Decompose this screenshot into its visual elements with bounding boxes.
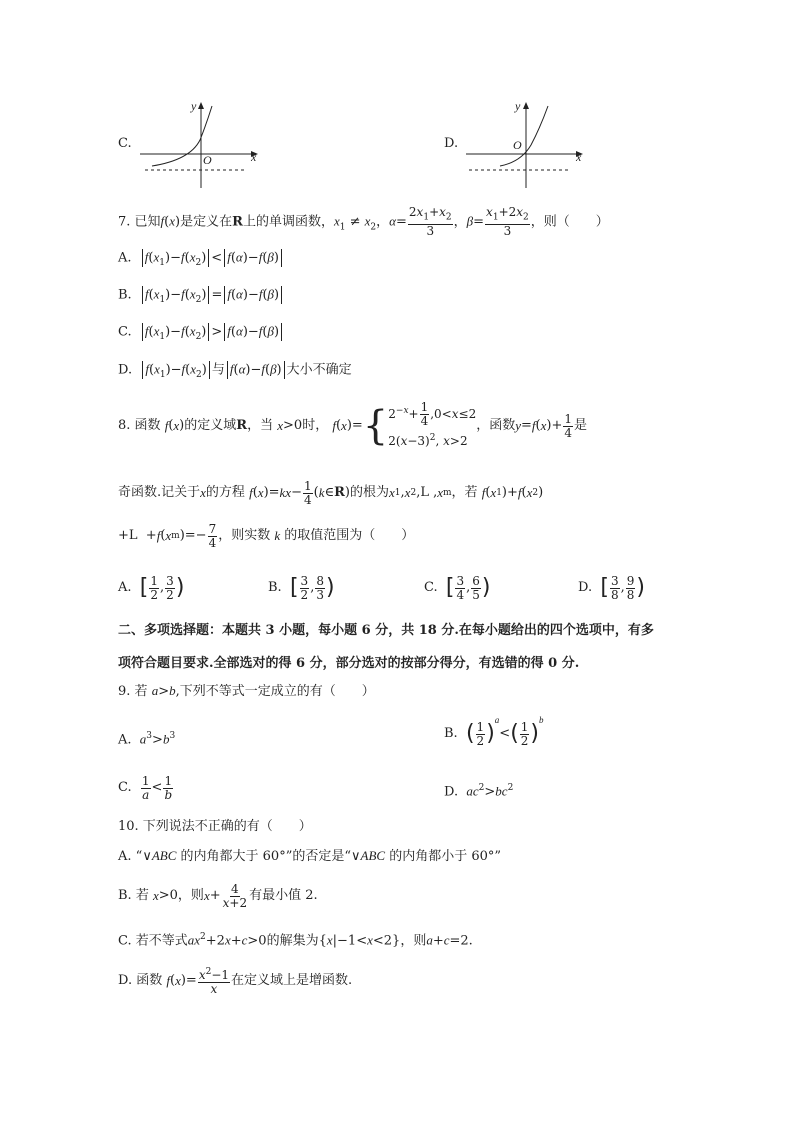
q9-option-c[interactable]: C. $\frac{1}{a}$ < $\frac{1}{b}$ [118,773,173,802]
q7-option-c[interactable]: C. $f(x_1)-f(x_2) > f(\alpha)-f(\beta)$ [118,323,284,345]
q10-c-text-1: C. 若不等式 [118,933,188,949]
q7-b-label: B. [118,287,132,303]
q8-number: 8. 函数 [118,418,161,433]
q8-line2-text-4: ，若 [451,485,478,500]
q8-text-3: 时， [302,418,329,433]
q8-c-label: C. [424,580,438,595]
q10-option-b[interactable]: B. 若 x >0 ，则 x + $\frac{4}{x+2}$ 有最小值 2. [118,881,318,910]
q8-text-4: ，函数 [476,418,516,433]
q9-stem: 9. 若 a>b,下列不等式一定成立的有（ ） [118,683,375,699]
q8-b-label: B. [268,580,282,595]
q9-option-d[interactable]: D. $ac^2>bc^2$ [444,783,514,800]
q8-option-c[interactable]: C. [ $\frac{3}{4}$ , $\frac{6}{5}$ ) [424,573,491,602]
q10-c-text-3: ，则 [400,933,427,949]
q7-option-a[interactable]: A. $f(x_1)-f(x_2) < f(\alpha)-f(\beta)$ [118,249,284,271]
q10-d-text-1: D. 函数 [118,973,163,988]
q8-line3-text-1: ，则实数 [218,528,271,543]
graph-c-y-label: y [191,99,197,113]
q9-option-a[interactable]: A. $a^3>b^3$ [118,731,176,748]
q7-c-label: C. [118,324,132,340]
q8-option-b[interactable]: B. [ $\frac{3}{2}$ , $\frac{8}{3}$ ) [268,573,335,602]
graph-c [140,100,265,190]
q8-line2-text-1: 奇函数.记关于 [118,485,201,500]
q7-text-2: 上的单调函数， [242,214,334,230]
q9-c-label: C. [118,780,132,795]
q7-option-b[interactable]: B. $f(x_1)-f(x_2) = f(\alpha)-f(\beta)$ [118,286,284,308]
q9-option-b[interactable]: B. ( $\frac{1}{2}$ ) $^a$ < ( $\frac{1}{2}$ ) $^b$ [444,715,544,748]
q7-d-text-1: 与 [211,362,225,378]
q7-text-1: 是定义在 [180,214,233,230]
q10-b-text-1: B. 若 [118,888,149,903]
q7-d-label: D. [118,362,133,378]
option-c-label: C. [118,136,132,151]
q10-c-text-2: 的解集为 [266,933,319,949]
q7-stem: 7. 已知f(x)是定义在R上的单调函数，$x_1 \ne x_2$，α= $\frac{2x_1+x_2}{3}$ ，β= $\frac{x_1+2x_2}{3}$ ，则（ ） [118,205,609,239]
q8-line2-text-3: 的根为 [350,485,390,500]
q8-a-label: A. [118,580,132,595]
q7-d-text-2: 大小不确定 [286,362,352,378]
q7-number: 7. 已知 [118,214,161,230]
section2-heading-line2: 项符合题目要求.全部选对的得 6 分，部分选对的按部分得分，有选错的得 0 分. [118,656,580,671]
q9-stem-text-1: 9. 若 [118,684,148,699]
q7-option-d[interactable]: D. $f(x_1)-f(x_2)$ 与 f(α)−f(β) 大小不确定 [118,361,352,381]
q10-option-d[interactable]: D. 函数 f ( x )= $\frac{x^2-1}{x}$ 在定义域上是增函数. [118,967,353,996]
q10-stem: 10. 下列说法不正确的有（ ） [118,819,312,834]
q10-b-text-2: ，则 [177,888,204,903]
q9-d-label: D. [444,784,459,800]
q9-stem-text-2: ,下列不等式一定成立的有（ ） [175,684,375,699]
q10-a-text-2: 的内角都大于 60°”的否定是“ [180,849,351,864]
q8-text-1: 的定义域 [184,418,237,433]
q8-text-5: 是 [574,418,588,433]
q10-option-a[interactable]: A. “∨ABC 的内角都大于 60°”的否定是“∨ABC 的内角都小于 60°” [118,848,502,864]
graph-d [466,100,591,190]
graph-d-x-label: x [576,150,582,164]
q10-d-text-2: 在定义域上是增函数. [231,973,353,988]
q8-stem-line2: 奇函数.记关于 x 的方程 f ( x )= kx − $\frac{1}{4}$ ( k ∈ R ) 的根为 x 1 , x 2 ,L , x m ，若 f ( x 1 )+ f ( x 2 ) [118,478,544,507]
q10-option-c[interactable]: C. 若不等式$ax^2+2x+c>0$的解集为{x|−1<x<2}，则a+c=2. [118,932,473,949]
q8-text-2: ，当 [247,418,274,433]
q10-b-text-3: 有最小值 2. [249,888,318,903]
q10-a-text-3: 的内角都小于 60°” [389,849,502,864]
option-d-label: D. [444,136,459,151]
graph-d-y-label: y [515,99,521,113]
q8-line3-text-2: 的取值范围为（ ） [284,528,415,543]
section2-heading-line1: 二、多项选择题：本题共 3 小题，每小题 6 分，共 18 分.在每小题给出的四个选项中，有多 [118,623,654,638]
q8-line2-text-2: 的方程 [205,485,245,500]
q8-d-label: D. [578,580,593,595]
q9-a-label: A. [118,732,132,748]
q8-stem-line3: +L + f ( x m )=− $\frac{7}{4}$ ，则实数 k 的取值范围为（ ） [118,521,415,550]
q7-then: ，则（ ） [530,214,609,230]
q8-option-d[interactable]: D. [ $\frac{3}{8}$ , $\frac{9}{8}$ ) [578,573,645,602]
q8-option-a[interactable]: A. [ $\frac{1}{2}$ , $\frac{3}{2}$ ) [118,573,185,602]
graph-c-origin-label: O [203,153,212,167]
q10-a-text-1: A. “ [118,849,143,864]
q7-a-label: A. [118,250,132,266]
q9-b-label: B. [444,726,458,741]
graph-c-x-label: x [251,150,257,164]
graph-d-origin-label: O [513,138,522,152]
q8-stem-line1: 8. 函数 f ( x ) 的定义域 R ，当 x >0 时， f ( x )= { $2^{-x}+$ $\frac{1}{4}$ ,0<x≤2 $2(x-3)^2$, x>2 ，函数 y = f ( x )+ $\frac{1}{4}$ 是 [118,400,588,449]
